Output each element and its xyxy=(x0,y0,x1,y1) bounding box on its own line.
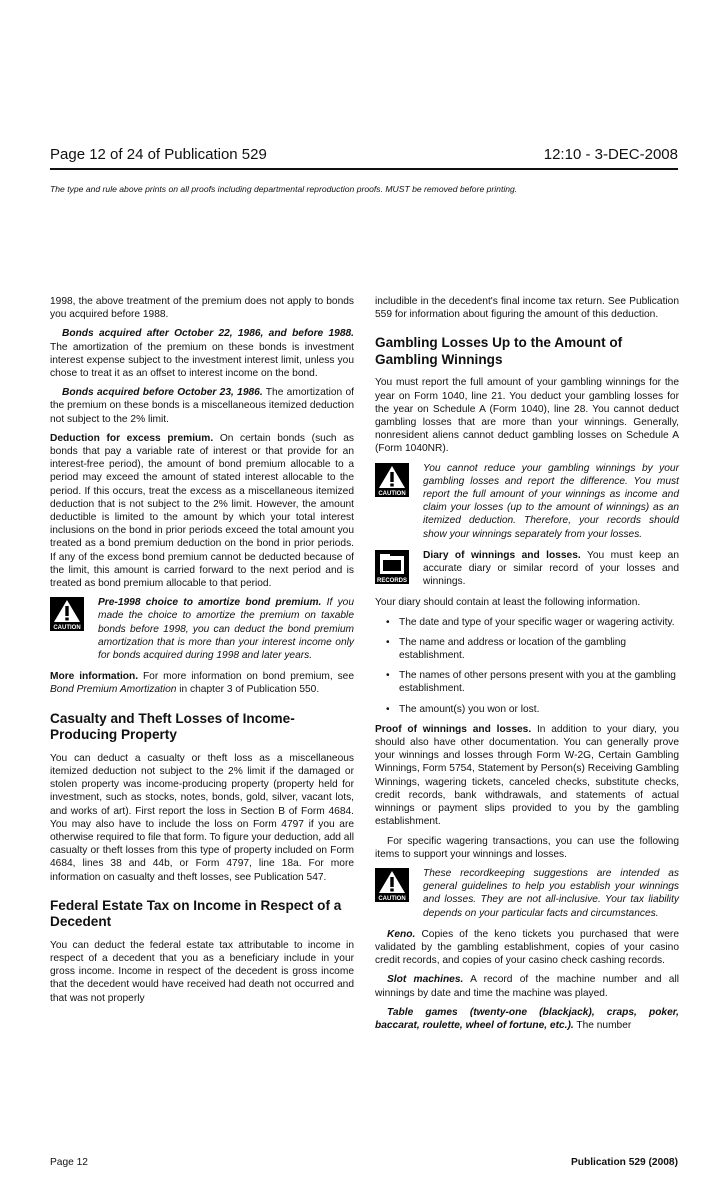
caution-note xyxy=(50,596,354,662)
paragraph xyxy=(50,386,354,426)
caution-text: These recordkeeping suggestions are intended as general guidelines to help you establish your winnings and losses. They are not all-inclusive. Your tax liability depends on your particular facts and circumstances. xyxy=(423,867,679,919)
paragraph: Your diary should contain at least the following information. xyxy=(375,597,641,609)
paragraph xyxy=(50,432,354,590)
run-in-heading: More information. xyxy=(50,671,139,683)
run-in-heading: Diary of winnings and losses. xyxy=(423,549,581,561)
right-column xyxy=(375,295,679,1038)
records-label: RECORDS xyxy=(376,577,408,584)
bullet-glyph: • xyxy=(386,703,390,715)
run-in-heading: Proof of winnings and losses. xyxy=(375,723,532,735)
paragraph-text: For more information on bond premium, see xyxy=(138,671,354,683)
proof-note: The type and rule above prints on all proofs including departmental reproduction proofs. MUST be removed before printing. xyxy=(50,184,518,194)
paragraph: You must report the full amount of your gambling winnings for the year on Form 1040, line 21. You deduct your gambling losses for the year on Schedule A (Form 1040), line 28. You cannot deduct gambling losses that are more than your winnings. Generally, nonresident aliens cannot deduct gambling losses on Schedule A (Form 1040NR). xyxy=(375,377,679,455)
footer-page-number: Page 12 xyxy=(50,1157,88,1168)
list-item-text: The names of other persons present with you at the gambling establishment. xyxy=(399,670,676,695)
proof-header-right: 12:10 - 3-DEC-2008 xyxy=(543,146,678,163)
caution-note xyxy=(375,462,679,541)
caution-label: CAUTION xyxy=(53,625,81,632)
caution-body: If you made the choice to amortize the premium on taxable bonds before 1998, you can deduct the bond premium amortization that is more than your interest income only for bonds acquired during 1998 and later years. xyxy=(98,597,355,662)
paragraph-text: On certain bonds (such as bonds that pay a variable rate of interest or that provide for an interest-free period), the amount of bond premium allocable to a period may exceed the amount of stated interest allocable to the period. If this occurs, treat the excess as a miscellaneous itemized deduction that is not subject to the 2% limit. However, the amount deductible is limited to the amount by which your total interest inclusions on the bond in prior periods exceed the total amount you treated as a bond premium deduction on the bond in prior periods. If any of the excess bond premium cannot be deducted because of the limit, this amount is carried forward to the next period and is treated as bond premium allocable to that period. xyxy=(50,432,354,590)
proof-header xyxy=(50,146,678,170)
paragraph: 1998, the above treatment of the premium does not apply to bonds you acquired before 1988. xyxy=(50,296,354,321)
paragraph-text: The amortization of the premium on these bonds is a miscellaneous itemized deduction not subject to the 2% limit. xyxy=(50,387,354,425)
reference-title: Bond Premium Amortization xyxy=(50,684,177,696)
paragraph-text: in chapter 3 of Publication 550. xyxy=(176,684,320,696)
list-item-text: The date and type of your specific wager or wagering activity. xyxy=(399,616,675,628)
footer-publication: Publication 529 (2008) xyxy=(570,1157,678,1168)
records-text xyxy=(423,549,679,589)
paragraph-text: A record of the machine number and all winnings by date and time the machine was played. xyxy=(375,974,680,999)
caution-text xyxy=(98,596,354,662)
records-icon xyxy=(375,550,409,584)
list-item-text: The amount(s) you won or lost. xyxy=(399,703,540,715)
list-item xyxy=(386,669,679,695)
section-heading: Casualty and Theft Losses of Income-Producing Property xyxy=(50,710,295,743)
paragraph: For specific wagering transactions, you can use the following items to support your winnings and losses. xyxy=(375,835,679,860)
list-item xyxy=(386,636,679,662)
bullet-glyph: • xyxy=(386,670,390,682)
section-heading: Gambling Losses Up to the Amount of Gambling Winnings xyxy=(375,335,623,367)
paragraph: You can deduct the federal estate tax attributable to income in respect of a decedent that you as a beneficiary include in your gross income. Income in respect of the decedent is gross income that the decedent would have received had death not occurred and that was not properly xyxy=(50,939,354,1004)
records-body: You must keep an accurate diary or similar record of your losses and winnings. xyxy=(423,549,679,588)
caution-note xyxy=(375,867,679,920)
paragraph xyxy=(50,327,354,380)
list-item-text: The name and address or location of the gambling establishment. xyxy=(399,636,627,662)
bullet-glyph: • xyxy=(386,616,390,628)
caution-label: CAUTION xyxy=(378,895,406,902)
paragraph-text: Copies of the keno tickets you purchased that were validated by the gambling establishment, copies of your casino credit records, and copies of your casino check cashing records. xyxy=(375,928,679,967)
list-item xyxy=(386,616,679,629)
run-in-heading: Table games (twenty-one (blackjack), craps, poker, baccarat, roulette, wheel of fortune, etc.). xyxy=(375,1006,679,1031)
paragraph-text: In addition to your diary, you should also have other documentation. You can generally prove your winnings and losses through Form W-2G, Certain Gambling Winnings, Form 5754, Statement by Person(s) Receiving Gambling Winnings, wagering tickets, canceled checks, substitute checks, credit records, bank withdrawals, and statements of actual winnings or payment slips provided to you by the gambling establishment. xyxy=(375,723,680,828)
paragraph xyxy=(375,1006,679,1032)
paragraph xyxy=(50,670,354,696)
paragraph: includible in the decedent's final income tax return. See Publication 559 for information about figuring the amount of this deduction. xyxy=(375,296,679,321)
paragraph xyxy=(375,973,679,999)
paragraph-text: The number xyxy=(573,1019,632,1031)
paragraph xyxy=(375,928,679,968)
run-in-heading: Keno. xyxy=(387,928,416,940)
run-in-heading: Bonds acquired after October 22, 1986, and before 1988. xyxy=(62,328,354,340)
records-note xyxy=(375,549,679,589)
run-in-heading: Deduction for excess premium. xyxy=(50,432,214,444)
caution-icon xyxy=(50,597,84,631)
paragraph-text: The amortization of the premium on these bonds is investment interest expense subject to the investment interest limit, unless you chose to treat it as an offset to interest income on the bond. xyxy=(50,341,354,380)
bullet-list xyxy=(375,616,679,716)
caution-icon xyxy=(375,868,409,902)
caution-label: CAUTION xyxy=(378,490,406,497)
paragraph: You can deduct a casualty or theft loss as a miscellaneous itemized deduction not subject to the 2% limit if the damaged or stolen property was income-producing property (property held for investment, such as stocks, notes, bonds, gold, silver, vacant lots, and works of art). First report the loss in Section B of Form 4684. You may also have to include the loss on Form 4797 if you are otherwise required to file that form. To figure your deduction, add all casualty or theft losses from this type of property included on Form 4684, lines 38 and 44b, or Form 4797, line 18a. For more information on casualty and theft losses, see Publication 547. xyxy=(50,752,354,883)
bullet-glyph: • xyxy=(386,636,390,648)
list-item xyxy=(386,703,679,716)
paragraph xyxy=(375,723,679,829)
left-column xyxy=(50,295,354,1011)
run-in-heading: Slot machines. xyxy=(387,974,464,986)
section-heading: Federal Estate Tax on Income in Respect of a Decedent xyxy=(50,897,342,930)
proof-header-left: Page 12 of 24 of Publication 529 xyxy=(50,146,267,163)
caution-icon xyxy=(375,463,409,497)
caution-text: You cannot reduce your gambling winnings by your gambling losses and report the difference. You must report the full amount of your winnings as income and claim your losses (up to the amount of winnings) as an itemized deduction. Therefore, your records should show your winnings separately from your losses. xyxy=(423,462,679,540)
run-in-heading: Pre-1998 choice to amortize bond premium. xyxy=(98,597,322,609)
run-in-heading: Bonds acquired before October 23, 1986. xyxy=(62,387,263,399)
